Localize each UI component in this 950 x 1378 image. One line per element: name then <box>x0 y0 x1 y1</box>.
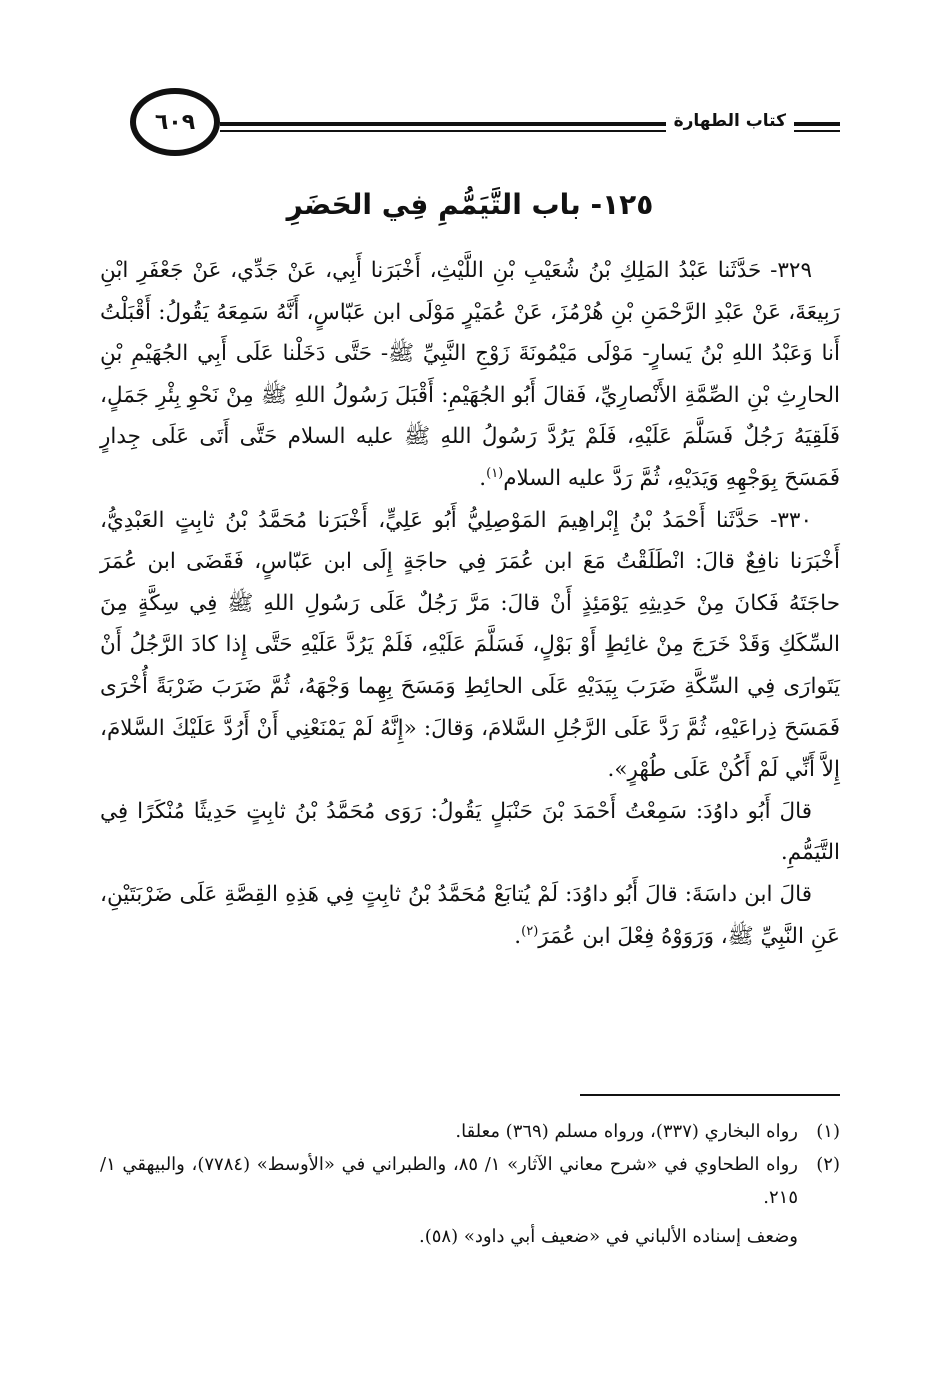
footnote-number: (٢) <box>816 1154 840 1175</box>
paragraph-text: قالَ ابن داسَةَ: قالَ أَبُو داوُدَ: لَمْ يُتابَعْ مُحَمَّدُ بْنُ ثابِتٍ فِي هَذِهِ القِصَّةِ عَلَى ضَرْبَتَيْنِ، عَنِ النَّبِيِّ ﷺ، وَرَوَوْهُ فِعْلَ ابن عُمَرَ <box>100 881 840 949</box>
commentary-paragraph <box>100 791 840 874</box>
footnote-separator <box>580 1094 840 1096</box>
footnote-number: (١) <box>816 1121 840 1142</box>
footnote-text: رواه الطحاوي في «شرح معاني الآثار» ١/ ٨٥، والطبراني في «الأوسط» (٧٧٨٤)، والبيهقي ١/ ٢١٥. <box>100 1154 798 1208</box>
commentary-paragraph <box>100 874 840 957</box>
running-header <box>100 88 840 168</box>
hadith-paragraph <box>100 250 840 500</box>
paragraph-tail: . <box>514 923 522 949</box>
footnote <box>100 1115 840 1148</box>
header-rule-end <box>802 118 840 124</box>
paragraph-text: ٣٢٩- حَدَّثَنا عَبْدُ المَلِكِ بْنُ شُعَيْبِ بْنِ اللَّيْثِ، أَخْبَرَنا أَبِي، عَنْ جَدِّي، عَنْ جَعْفَرِ ابْنِ رَبِيعَةَ، عَنْ عَبْدِ الرَّحْمَنِ بْنِ هُرْمُزَ، عَنْ عُمَيْرٍ مَوْلَى ابن عَبّاسٍ، أَنَّهُ سَمِعَهُ يَقُولُ: أَقْبَلْتُ أَنا وَعَبْدُ اللهِ بْنُ يَسارٍ- مَوْلَى مَيْمُونَةَ زَوْجِ النَّبِيِّ ﷺ- حَتَّى دَخَلْنا عَلَى أَبِي الجُهَيْمِ بْنِ الحارِثِ بْنِ الصِّمَّةِ الأَنْصارِيِّ، فَقالَ أَبُو الجُهَيْمِ: أَقْبَلَ رَسُولُ اللهِ ﷺ مِنْ نَحْوِ بِئْرِ جَمَلٍ، فَلَقِيَهُ رَجُلٌ فَسَلَّمَ عَلَيْهِ، فَلَمْ يَرُدَّ رَسُولُ اللهِ ﷺ عليه السلام حَتَّى أَتَى عَلَى جِدارٍ فَمَسَحَ بِوَجْهِهِ وَيَدَيْهِ، ثُمَّ رَدَّ عليه السلام <box>100 258 840 491</box>
section-name: كتاب الطهارة <box>666 110 794 132</box>
paragraph-tail: . <box>479 465 487 491</box>
footnote-text: رواه البخاري (٣٣٧)، ورواه مسلم (٣٦٩) معلقا. <box>455 1121 798 1142</box>
footnote-ref: (٢) <box>521 923 539 939</box>
footnote-ref: (١) <box>486 465 504 481</box>
footnote <box>100 1148 840 1214</box>
main-text <box>100 250 840 957</box>
paragraph-text: ٣٣٠- حَدَّثَنا أَحْمَدُ بْنُ إِبْراهِيمَ المَوْصِلِيُّ أَبُو عَلِيٍّ، أَخْبَرَنا مُحَمَّدُ بْنُ ثابِتٍ العَبْدِيُّ، أَخْبَرَنا نافِعٌ قالَ: انْطَلَقْتُ مَعَ ابن عُمَرَ فِي حاجَةٍ إِلَى ابن عَبّاسٍ، فَقَضَى ابن عُمَرَ حاجَتَهُ فَكانَ مِنْ حَدِيثِهِ يَوْمَئِذٍ أَنْ قالَ: مَرَّ رَجُلٌ عَلَى رَسُولِ اللهِ ﷺ فِي سِكَّةٍ مِنَ السِّكَكِ وَقَدْ خَرَجَ مِنْ غائِطٍ أَوْ بَوْلٍ، فَسَلَّمَ عَلَيْهِ، فَلَمْ يَرُدَّ عَلَيْهِ حَتَّى إِذا كادَ الرَّجُلُ أَنْ يَتَوارَى فِي السِّكَّةِ ضَرَبَ بِيَدَيْهِ عَلَى الحائِطِ وَمَسَحَ بِهِما وَجْهَهُ، ثُمَّ ضَرَبَ ضَرْبَةً أُخْرَى فَمَسَحَ ذِراعَيْهِ، ثُمَّ رَدَّ عَلَى الرَّجُلِ السَّلامَ، وَقالَ: «إِنَّهُ لَمْ يَمْنَعْنِي أَنْ أَرُدَّ عَلَيْكَ السَّلامَ، إِلاَّ أَنِّي لَمْ أَكُنْ عَلَى طُهْرٍ». <box>100 507 840 783</box>
page-number: ٦٠٩ <box>130 88 220 156</box>
paragraph-text: قالَ أَبُو داوُدَ: سَمِعْتُ أَحْمَدَ بْنَ حَنْبَلٍ يَقُولُ: رَوَى مُحَمَّدُ بْنُ ثابِتٍ حَدِيثًا مُنْكَرًا فِي التَّيَمُّمِ. <box>100 798 840 866</box>
hadith-paragraph <box>100 500 840 791</box>
footnotes <box>100 1115 840 1253</box>
footnote-continuation: وضعف إسناده الألباني في «ضعيف أبي داود» (٥٨). <box>419 1226 798 1247</box>
chapter-title: ١٢٥- باب التَّيَمُّمِ فِي الحَضَرِ <box>286 188 654 221</box>
